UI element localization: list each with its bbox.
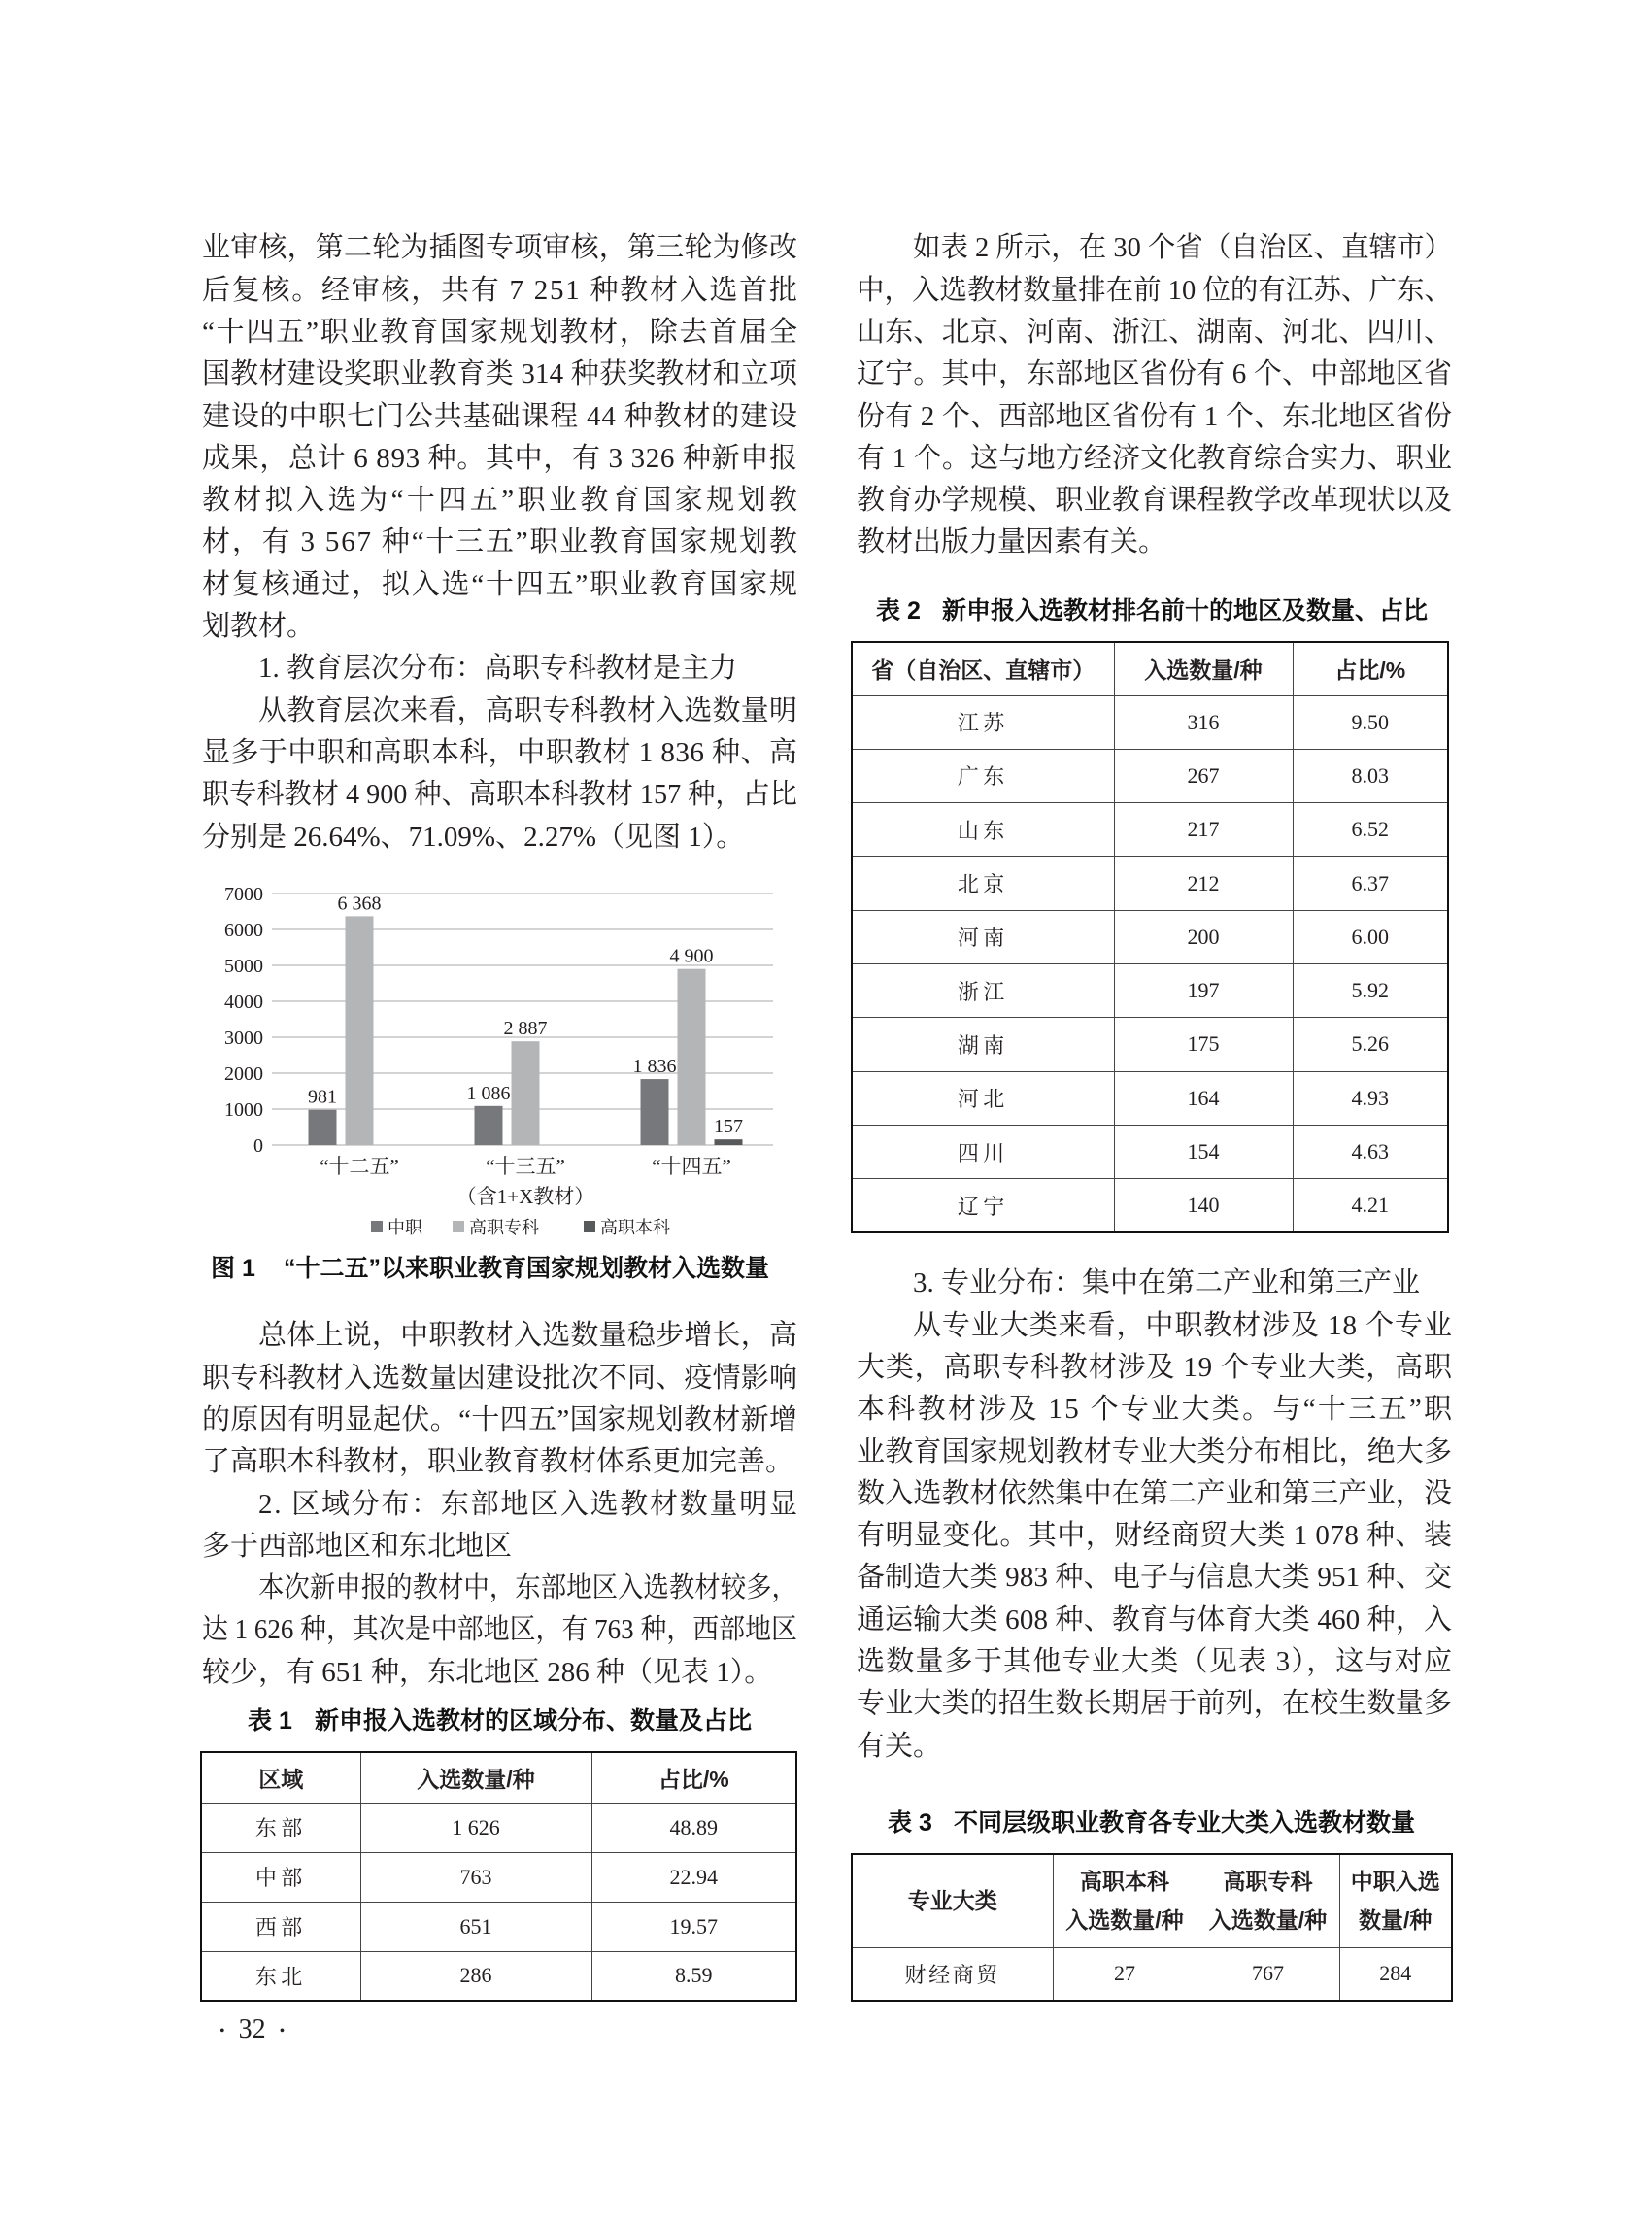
table-cell: 212 xyxy=(1114,857,1293,910)
text-line xyxy=(857,480,1452,522)
table-cell: 154 xyxy=(1114,1125,1293,1178)
text-line-content: 有 1 个。这与地方经济文化教育综合实力、职业 xyxy=(857,442,1453,474)
text-line xyxy=(202,270,797,312)
text-line xyxy=(857,522,1452,563)
table-cell: 山东 xyxy=(852,803,1114,857)
left-column-top-text xyxy=(202,227,801,858)
text-line-content: 显多于中职和高职本科，中职教材 1 836 种、高 xyxy=(202,736,798,768)
text-line-content: 职专科教材 4 900 种、高职本科教材 157 种，占比 xyxy=(202,779,797,811)
legend-swatch xyxy=(371,1221,383,1232)
column-header: 入选数量/种 xyxy=(360,1752,591,1803)
y-tick-label: 7000 xyxy=(224,884,263,905)
column-header xyxy=(1339,1854,1452,1947)
table-cell: 217 xyxy=(1114,803,1293,857)
bar xyxy=(309,1110,337,1145)
text-line-content: 专业大类的招生数长期居于前列，在校生数量多 xyxy=(857,1688,1453,1720)
data-label: 4 900 xyxy=(669,945,714,967)
legend-swatch xyxy=(453,1221,464,1232)
right-column-top-text xyxy=(857,227,1452,563)
y-tick-label: 3000 xyxy=(224,1028,263,1049)
bar xyxy=(641,1079,669,1145)
text-line xyxy=(202,354,797,395)
table-cell: 北京 xyxy=(852,857,1114,910)
data-label: 2 887 xyxy=(503,1018,548,1040)
table-row xyxy=(852,963,1448,1017)
bar xyxy=(512,1041,540,1145)
table-cell: 西部 xyxy=(201,1902,360,1951)
table-row xyxy=(852,1125,1448,1178)
table-3 xyxy=(851,1853,1453,2002)
table-cell: 东北 xyxy=(201,1951,360,2001)
column-header-line: 中职入选 xyxy=(1350,1869,1440,1895)
text-line xyxy=(857,354,1452,395)
text-line-content: 的原因有明显起伏。“十四五”国家规划教材新增 xyxy=(202,1403,798,1435)
y-tick-label: 2000 xyxy=(224,1063,263,1085)
text-line-content: 选数量多于其他专业大类（见表 3），这与对应 xyxy=(857,1646,1454,1678)
section-heading-1 xyxy=(202,648,797,690)
x-tick-label: “十四五” xyxy=(652,1155,731,1178)
table-1-caption xyxy=(248,1705,792,1736)
text-line-content: 建设的中职七门公共基础课程 44 种教材的建设 xyxy=(202,400,798,432)
y-tick-label: 1000 xyxy=(224,1099,263,1121)
text-line xyxy=(857,396,1452,438)
text-line-content: 中，入选教材数量排在前 10 位的有江苏、广东、 xyxy=(857,274,1452,306)
table-row xyxy=(852,1179,1448,1232)
text-line xyxy=(857,227,1452,269)
page-number-text: 32 xyxy=(238,2014,266,2044)
text-line xyxy=(857,1726,1452,1768)
table-caption-text: 不同层级职业教育各专业大类入选教材数量 xyxy=(954,1809,1416,1837)
text-line xyxy=(202,774,797,816)
legend-label: 高职专科 xyxy=(469,1218,539,1237)
table-cell: 6.37 xyxy=(1293,857,1448,910)
table-label: 表 1 xyxy=(248,1707,292,1735)
table-cell: 284 xyxy=(1339,1947,1452,2001)
text-line xyxy=(857,1347,1452,1389)
table-row xyxy=(852,910,1448,963)
table-cell: 19.57 xyxy=(591,1902,796,1951)
text-line-content: 如表 2 所示，在 30 个省（自治区、直辖市） xyxy=(913,232,1452,264)
legend-label: 高职本科 xyxy=(600,1218,670,1237)
table-cell: 200 xyxy=(1114,910,1293,963)
text-line-content: 业教育国家规划教材专业大类分布相比，绝大多 xyxy=(857,1435,1453,1467)
text-line xyxy=(857,1473,1452,1515)
left-column-bottom-text xyxy=(202,1315,797,1694)
text-line-content: 份有 2 个、西部地区省份有 1 个、东北地区省份 xyxy=(857,400,1453,432)
text-line-content: 教育办学规模、职业教育课程教学改革现状以及 xyxy=(857,485,1453,517)
text-line xyxy=(857,1557,1452,1599)
text-line-content: 从专业大类来看，中职教材涉及 18 个专业 xyxy=(913,1309,1453,1341)
text-line xyxy=(857,1641,1452,1683)
text-line-content: 材，有 3 567 种“十三五”职业教育国家规划教 xyxy=(202,526,799,558)
text-line-content: 数入选教材依然集中在第二产业和第三产业，没 xyxy=(857,1477,1453,1509)
text-line xyxy=(202,817,797,859)
table-cell: 辽宁 xyxy=(852,1179,1114,1232)
text-line-content: 成果，总计 6 893 种。其中，有 3 326 种新申报 xyxy=(202,442,798,474)
table-row xyxy=(852,857,1448,910)
table-cell: 9.50 xyxy=(1293,695,1448,749)
column-header: 入选数量/种 xyxy=(1114,642,1293,695)
column-header: 占比/% xyxy=(1293,642,1448,695)
table-cell: 48.89 xyxy=(591,1803,796,1852)
text-line-content: 业审核，第二轮为插图专项审核，第三轮为修改 xyxy=(202,232,798,264)
table-label: 表 3 xyxy=(888,1809,932,1837)
table-cell: 5.92 xyxy=(1293,963,1448,1017)
column-header: 省（自治区、直辖市） xyxy=(852,642,1114,695)
bar xyxy=(475,1106,503,1145)
text-line-content: 教材拟入选为“十四五”职业教育国家规划教 xyxy=(202,485,801,517)
text-line xyxy=(857,1515,1452,1557)
table-3-caption xyxy=(888,1807,1451,1838)
text-line-content: 划教材。 xyxy=(202,611,316,643)
text-line xyxy=(857,1683,1452,1725)
table-cell: 767 xyxy=(1197,1947,1339,2001)
figure-caption-text: “十二五”以来职业教育国家规划教材入选数量 xyxy=(284,1255,770,1282)
table-cell: 164 xyxy=(1114,1071,1293,1125)
table-caption-text: 新申报入选教材排名前十的地区及数量、占比 xyxy=(942,597,1429,624)
table-cell: 中部 xyxy=(201,1852,360,1902)
table-2 xyxy=(851,641,1449,1233)
data-label: 981 xyxy=(308,1086,337,1108)
text-line-content: 本次新申报的教材中，东部地区入选教材较多， xyxy=(258,1572,797,1604)
table-row xyxy=(852,695,1448,749)
table-cell: 5.26 xyxy=(1293,1018,1448,1071)
text-line-content: 国教材建设奖职业教育类 314 种获奖教材和立项 xyxy=(202,358,798,390)
text-line-content: 分别是 26.64%、71.09%、2.27%（见图 1）。 xyxy=(202,821,745,853)
text-line xyxy=(202,732,797,774)
text-line xyxy=(202,1568,797,1609)
text-line xyxy=(202,1609,797,1651)
text-line xyxy=(857,1305,1452,1347)
table-1 xyxy=(200,1751,797,2002)
section-heading-text: 3. 专业分布：集中在第二产业和第三产业 xyxy=(913,1267,1421,1299)
table-cell: 4.21 xyxy=(1293,1179,1448,1232)
text-line-content: 备制造大类 983 种、电子与信息大类 951 种、交 xyxy=(857,1562,1453,1594)
table-row xyxy=(201,1902,796,1951)
text-line xyxy=(202,480,801,522)
page-number xyxy=(219,2010,285,2049)
text-line-content: 职专科教材入选数量因建设批次不同、疫情影响 xyxy=(202,1362,798,1394)
table-cell: 8.59 xyxy=(591,1951,796,2001)
text-line-content: 本科教材涉及 15 个专业大类。与“十三五”职 xyxy=(857,1394,1455,1426)
data-label: 157 xyxy=(714,1116,743,1138)
text-line-content: 了高职本科教材，职业教育教材体系更加完善。 xyxy=(202,1446,794,1478)
column-header xyxy=(1053,1854,1197,1947)
text-line-content: 从教育层次来看，高职专科教材入选数量明 xyxy=(258,694,798,726)
table-cell: 四川 xyxy=(852,1125,1114,1178)
column-header-line: 入选数量/种 xyxy=(1208,1907,1328,1934)
table-cell: 175 xyxy=(1114,1018,1293,1071)
table-row xyxy=(201,1852,796,1902)
text-line xyxy=(202,438,797,480)
text-line xyxy=(202,564,797,606)
table-row xyxy=(852,1018,1448,1071)
table-header-row xyxy=(201,1752,796,1803)
text-line-content: 达 1 626 种，其次是中部地区，有 763 种，西部地区 xyxy=(202,1614,797,1646)
right-column-bottom-text xyxy=(857,1263,1455,1768)
section-heading-2 xyxy=(202,1484,797,1526)
table-cell: 316 xyxy=(1114,695,1293,749)
table-cell: 763 xyxy=(360,1852,591,1902)
table-cell: 4.93 xyxy=(1293,1071,1448,1125)
table-cell: 1 626 xyxy=(360,1803,591,1852)
section-heading-3 xyxy=(857,1263,1452,1304)
x-tick-label: “十三五” xyxy=(486,1155,565,1178)
text-line-content: 有明显变化。其中，财经商贸大类 1 078 种、装 xyxy=(857,1520,1453,1552)
table-cell: 河北 xyxy=(852,1071,1114,1125)
legend-swatch xyxy=(584,1221,595,1232)
section-heading-text: 1. 教育层次分布：高职专科教材是主力 xyxy=(258,653,738,685)
text-line-content: 总体上说，中职教材入选数量稳步增长，高 xyxy=(258,1320,798,1352)
y-tick-label: 4000 xyxy=(224,992,263,1013)
table-cell: 广东 xyxy=(852,749,1114,802)
table-row xyxy=(852,803,1448,857)
text-line xyxy=(202,1315,797,1357)
text-line xyxy=(857,270,1452,312)
text-line xyxy=(202,691,797,732)
text-line-content: 后复核。经审核，共有 7 251 种教材入选首批 xyxy=(202,274,799,306)
text-line xyxy=(202,1358,797,1399)
text-line xyxy=(857,1432,1452,1473)
column-header: 区域 xyxy=(201,1752,360,1803)
text-line xyxy=(202,1441,797,1483)
table-cell: 27 xyxy=(1053,1947,1197,2001)
y-tick-label: 5000 xyxy=(224,956,263,977)
table-cell: 6.52 xyxy=(1293,803,1448,857)
section-heading-text: 2. 区域分布：东部地区入选教材数量明显 xyxy=(258,1488,799,1520)
column-header xyxy=(1197,1854,1339,1947)
table-label: 表 2 xyxy=(876,597,921,624)
table-row xyxy=(201,1951,796,2001)
text-line xyxy=(202,606,797,648)
table-row xyxy=(852,1071,1448,1125)
text-line xyxy=(857,438,1452,480)
legend-label: 中职 xyxy=(388,1218,422,1237)
figure-label: 图 1 xyxy=(211,1255,255,1282)
table-cell: 河南 xyxy=(852,910,1114,963)
section-heading-2-continued xyxy=(202,1526,797,1568)
y-tick-label: 0 xyxy=(253,1135,263,1157)
table-cell: 22.94 xyxy=(591,1852,796,1902)
table-header-row xyxy=(852,1854,1452,1947)
data-label: 1 086 xyxy=(466,1082,511,1104)
data-label: 6 368 xyxy=(337,893,382,915)
text-line-content: 有关。 xyxy=(857,1730,942,1762)
column-header-line: 高职专科 xyxy=(1223,1869,1313,1895)
x-tick-sublabel: （含1+X教材） xyxy=(455,1185,595,1208)
text-line-content: 辽宁。其中，东部地区省份有 6 个、中部地区省 xyxy=(857,358,1453,390)
table-cell: 浙江 xyxy=(852,963,1114,1017)
figure-1-caption xyxy=(211,1253,797,1284)
text-line-content: 山东、北京、河南、浙江、湖南、河北、四川、 xyxy=(857,316,1453,348)
table-cell: 江苏 xyxy=(852,695,1114,749)
column-header-line: 数量/种 xyxy=(1359,1907,1433,1934)
text-line-content: 材复核通过，拟入选“十四五”职业教育国家规 xyxy=(202,568,799,600)
table-cell: 8.03 xyxy=(1293,749,1448,802)
table-cell: 6.00 xyxy=(1293,910,1448,963)
table-caption-text: 新申报入选教材的区域分布、数量及占比 xyxy=(315,1707,753,1735)
column-header-line: 高职本科 xyxy=(1080,1869,1169,1895)
figure-1-bar-chart xyxy=(194,874,796,1253)
text-line-content: 教材出版力量因素有关。 xyxy=(857,526,1167,558)
text-line-content: 较少，有 651 种，东北地区 286 种（见表 1）。 xyxy=(202,1656,773,1688)
text-line xyxy=(202,1399,797,1441)
column-header: 占比/% xyxy=(591,1752,796,1803)
text-line-content: 大类，高职专科教材涉及 19 个专业大类，高职 xyxy=(857,1351,1453,1383)
text-line xyxy=(857,1600,1452,1641)
table-cell: 4.63 xyxy=(1293,1125,1448,1178)
table-header-row xyxy=(852,642,1448,695)
bar xyxy=(346,916,374,1145)
table-row xyxy=(852,1947,1452,2001)
table-cell: 267 xyxy=(1114,749,1293,802)
text-line xyxy=(202,227,797,269)
table-cell: 286 xyxy=(360,1951,591,2001)
x-tick-label: “十二五” xyxy=(320,1155,399,1178)
column-header xyxy=(852,1854,1053,1947)
table-cell: 140 xyxy=(1114,1179,1293,1232)
text-line xyxy=(202,396,797,438)
table-2-caption xyxy=(876,595,1449,626)
text-line xyxy=(857,1389,1455,1431)
text-line-content: “十四五”职业教育国家规划教材，除去首届全 xyxy=(202,316,799,348)
table-cell: 东部 xyxy=(201,1803,360,1852)
table-cell: 651 xyxy=(360,1902,591,1951)
column-header-line: 专业大类 xyxy=(907,1888,997,1914)
section-heading-text: 多于西部地区和东北地区 xyxy=(202,1530,513,1562)
text-line-content: 通运输大类 608 种、教育与体育大类 460 种，入 xyxy=(857,1603,1453,1635)
table-row xyxy=(852,749,1448,802)
text-line xyxy=(202,312,797,354)
text-line xyxy=(202,522,797,563)
table-cell: 财经商贸 xyxy=(852,1947,1053,2001)
text-line xyxy=(202,1652,797,1694)
bar xyxy=(715,1139,743,1145)
bar xyxy=(678,969,706,1145)
table-cell: 湖南 xyxy=(852,1018,1114,1071)
table-cell: 197 xyxy=(1114,963,1293,1017)
y-tick-label: 6000 xyxy=(224,920,263,941)
column-header-line: 入选数量/种 xyxy=(1065,1907,1184,1934)
text-line xyxy=(857,312,1452,354)
table-row xyxy=(201,1803,796,1852)
data-label: 1 836 xyxy=(632,1056,677,1078)
